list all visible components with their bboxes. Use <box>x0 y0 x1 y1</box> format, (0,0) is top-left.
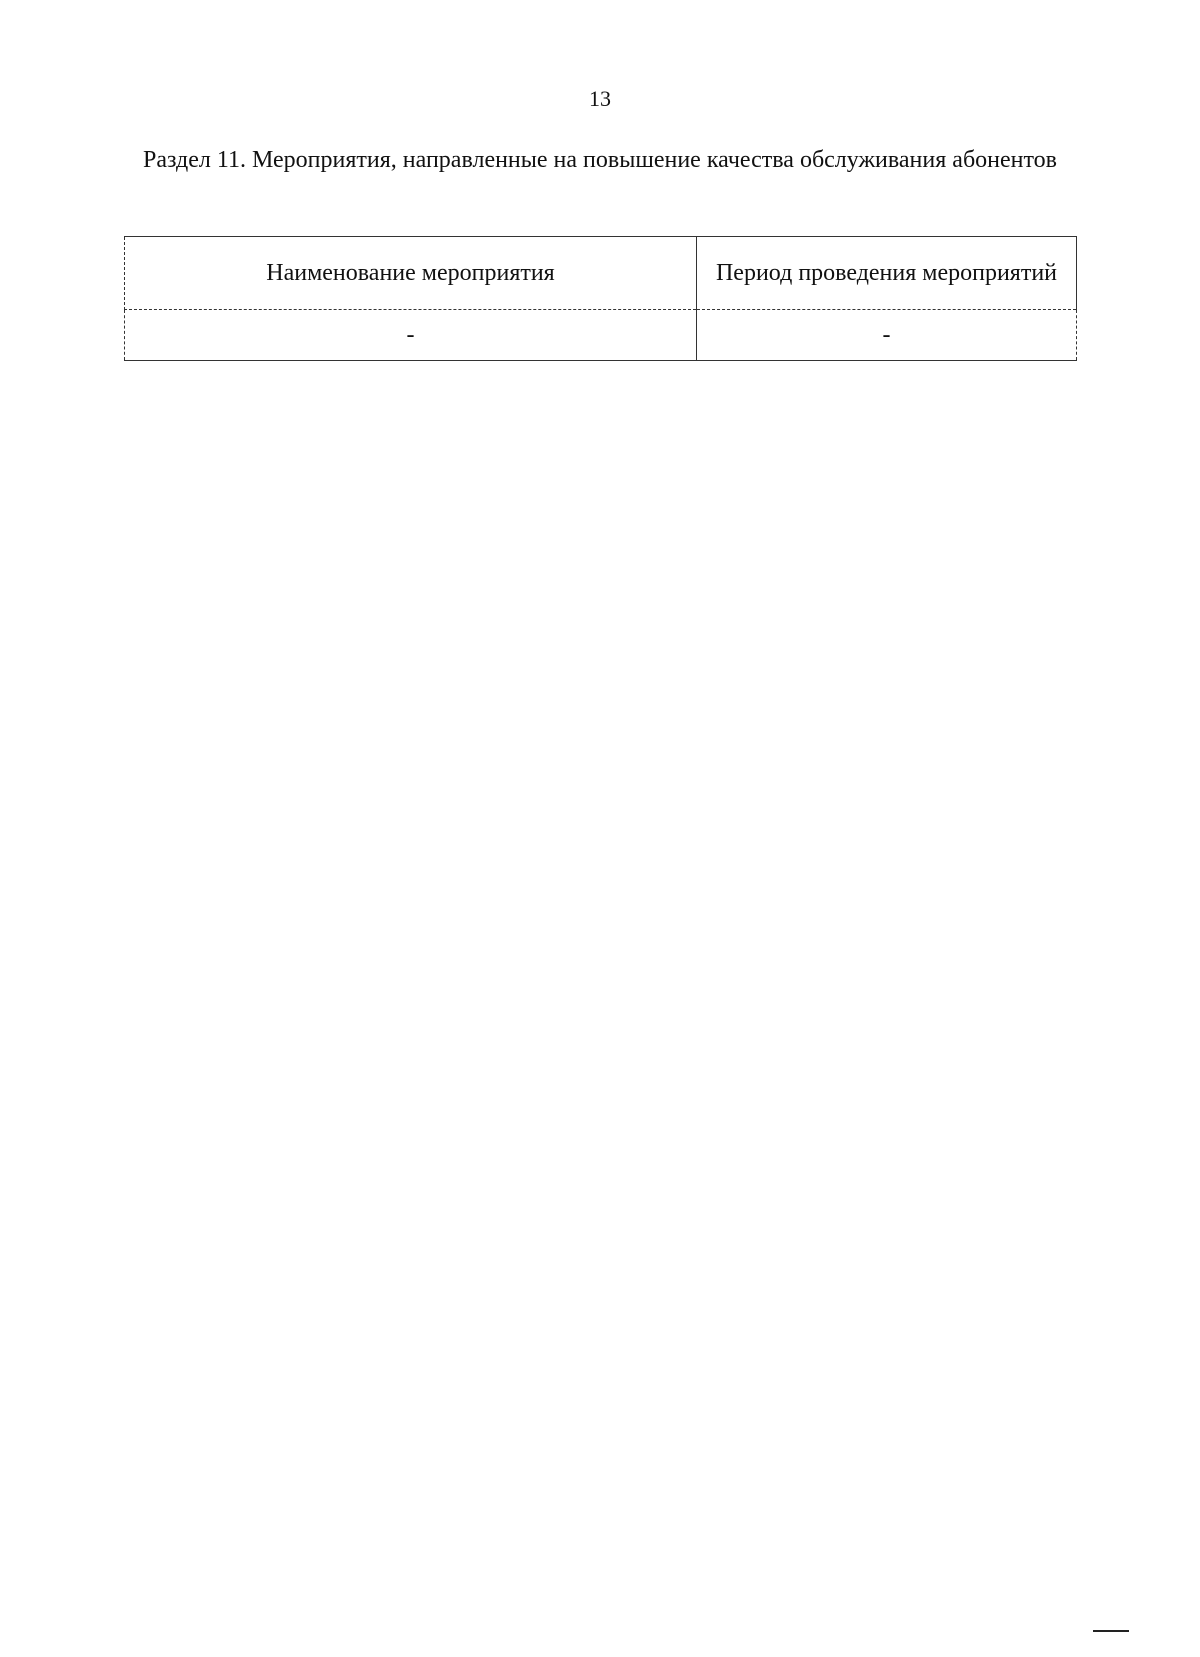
table-row <box>125 310 1077 361</box>
header-measure-name: Наименование мероприятия <box>125 237 697 310</box>
measures-table-container <box>124 236 1076 361</box>
table-header-row <box>125 237 1077 310</box>
page-number: 13 <box>589 86 611 111</box>
footer-mark <box>1093 1630 1129 1632</box>
cell-measure-period: - <box>697 310 1077 361</box>
header-measure-period: Период проведения мероприятий <box>697 237 1077 310</box>
section-title: Раздел 11. Мероприятия, направленные на повышение качества обслуживания абонентов <box>143 147 1057 173</box>
measures-table <box>124 236 1077 361</box>
cell-measure-name: - <box>125 310 697 361</box>
